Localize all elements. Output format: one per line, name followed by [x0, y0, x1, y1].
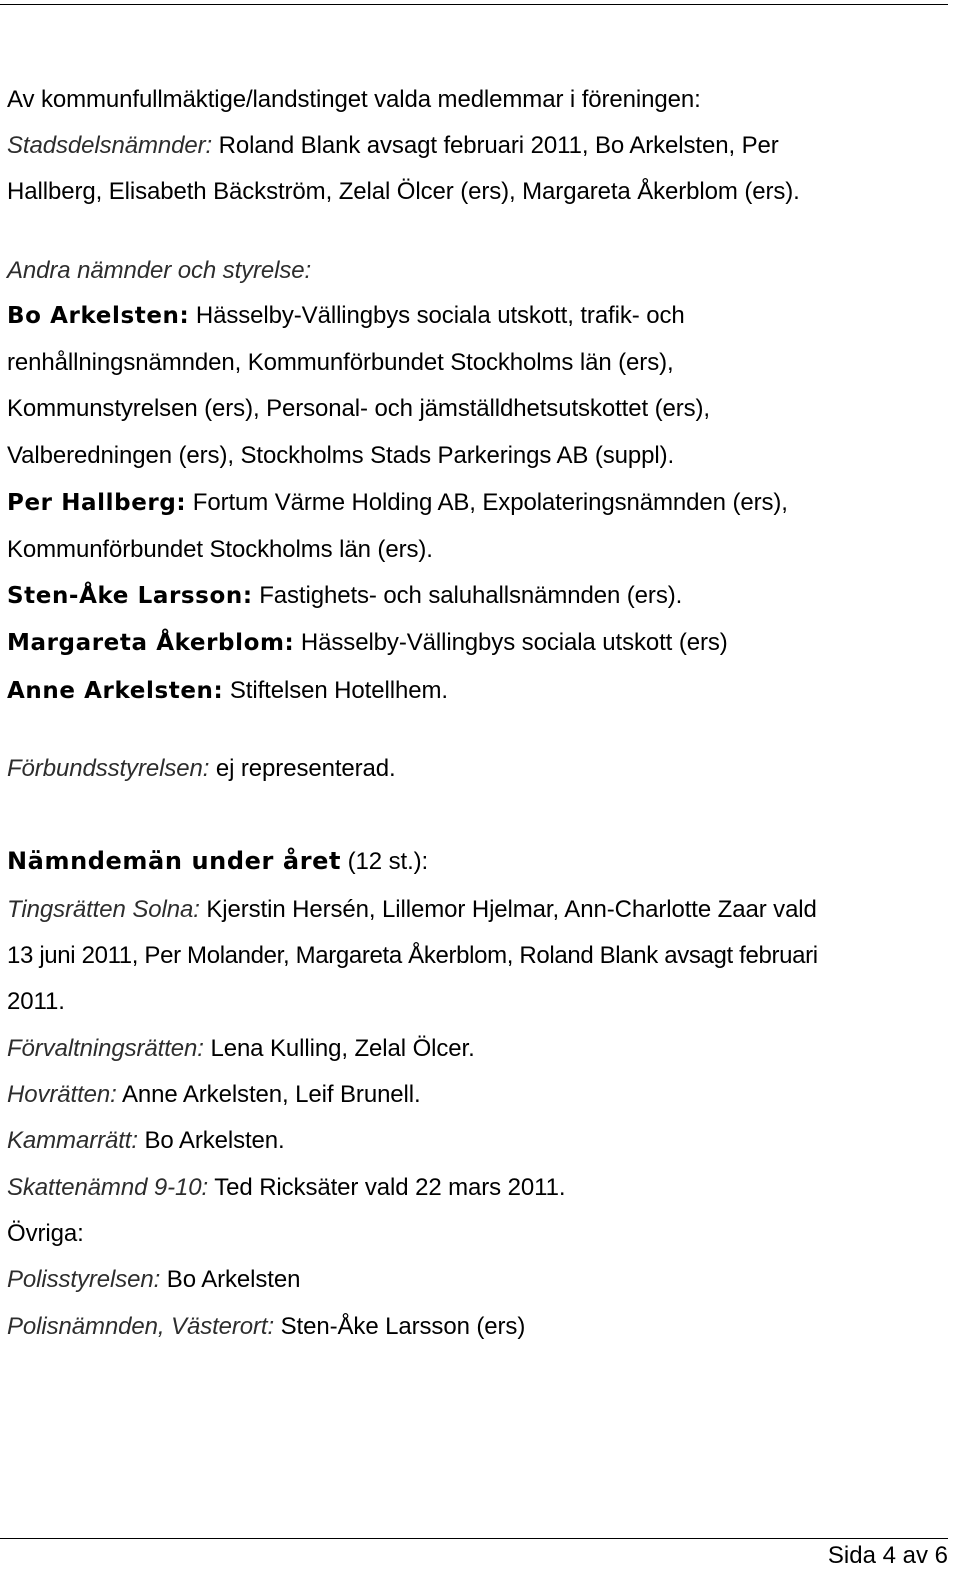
margareta-text: Hässelby-Vällingbys sociala utskott (ers)	[294, 629, 728, 656]
ovriga-heading: Övriga:	[7, 1220, 84, 1247]
hovratten-line	[7, 1081, 421, 1109]
skattenamnd-value: Ted Ricksäter vald 22 mars 2011.	[208, 1174, 566, 1201]
forvaltning-line	[7, 1035, 475, 1063]
namndeman-heading: Nämndemän under året	[7, 847, 342, 875]
skattenamnd-line	[7, 1174, 565, 1202]
sten-name: Sten-Åke Larsson:	[7, 583, 253, 609]
bo-name: Bo Arkelsten:	[7, 303, 190, 329]
polisnamnden-value: Sten-Åke Larsson (ers)	[274, 1313, 526, 1340]
margareta-line	[7, 629, 728, 657]
kammarratt-label: Kammarrätt:	[7, 1127, 138, 1154]
per-name: Per Hallberg:	[7, 490, 187, 516]
hovratten-label: Hovrätten:	[7, 1081, 117, 1108]
header-rule	[0, 4, 948, 5]
polisstyrelsen-line	[7, 1266, 300, 1294]
forbund-line	[7, 755, 396, 783]
tingsratten-label: Tingsrätten Solna:	[7, 896, 200, 923]
polisnamnden-label: Polisnämnden, Västerort:	[7, 1313, 275, 1340]
polisstyrelsen-label: Polisstyrelsen:	[7, 1266, 161, 1293]
per-text-1: Fortum Värme Holding AB, Expolateringsnämnden (ers),	[186, 489, 788, 516]
sten-line	[7, 582, 682, 610]
margareta-name: Margareta Åkerblom:	[7, 630, 295, 656]
tingsratten-text-1: Kjerstin Hersén, Lillemor Hjelmar, Ann-Charlotte Zaar vald	[199, 896, 817, 923]
bo-line-3: Kommunstyrelsen (ers), Personal- och jämställdhetsutskottet (ers),	[7, 395, 710, 422]
namndeman-count: (12 st.):	[341, 848, 429, 875]
forbund-label: Förbundsstyrelsen:	[7, 755, 210, 782]
stadsdel-line-2: Hallberg, Elisabeth Bäckström, Zelal Ölcer (ers), Margareta Åkerblom (ers).	[7, 178, 800, 205]
bo-text-1: Hässelby-Vällingbys sociala utskott, trafik- och	[189, 302, 685, 329]
bo-line-4: Valberedningen (ers), Stockholms Stads Parkerings AB (suppl).	[7, 442, 675, 469]
anne-text: Stiftelsen Hotellhem.	[223, 677, 448, 704]
namndeman-heading-line	[7, 847, 428, 876]
intro-line: Av kommunfullmäktige/landstinget valda medlemmar i föreningen:	[7, 86, 701, 113]
bo-line-1	[7, 302, 685, 330]
forvaltning-label: Förvaltningsrätten:	[7, 1035, 204, 1062]
page-number: Sida 4 av 6	[827, 1542, 948, 1569]
andra-heading: Andra nämnder och styrelse:	[7, 257, 312, 284]
anne-name: Anne Arkelsten:	[7, 678, 224, 704]
skattenamnd-label: Skattenämnd 9-10:	[7, 1174, 209, 1201]
stadsdel-text-1: Roland Blank avsagt februari 2011, Bo Arkelsten, Per	[212, 132, 779, 159]
per-line-1	[7, 489, 788, 517]
tingsratten-line-1	[7, 896, 817, 924]
sten-text: Fastighets- och saluhallsnämnden (ers).	[252, 582, 683, 609]
kammarratt-line	[7, 1127, 285, 1155]
tingsratten-line-2: 13 juni 2011, Per Molander, Margareta Åkerblom, Roland Blank avsagt februari	[7, 942, 818, 969]
anne-line	[7, 677, 448, 705]
bo-line-2: renhållningsnämnden, Kommunförbundet Stockholms län (ers),	[7, 349, 674, 376]
hovratten-value: Anne Arkelsten, Leif Brunell.	[116, 1081, 421, 1108]
stadsdel-label: Stadsdelsnämnder:	[7, 132, 213, 159]
forvaltning-value: Lena Kulling, Zelal Ölcer.	[203, 1035, 475, 1062]
footer-rule	[0, 1538, 948, 1539]
stadsdel-line-1	[7, 132, 779, 160]
polisstyrelsen-value: Bo Arkelsten	[160, 1266, 301, 1293]
forbund-value: ej representerad.	[209, 755, 396, 782]
kammarratt-value: Bo Arkelsten.	[137, 1127, 285, 1154]
per-line-2: Kommunförbundet Stockholms län (ers).	[7, 536, 433, 563]
polisnamnden-line	[7, 1313, 525, 1341]
tingsratten-line-3: 2011.	[7, 988, 65, 1015]
